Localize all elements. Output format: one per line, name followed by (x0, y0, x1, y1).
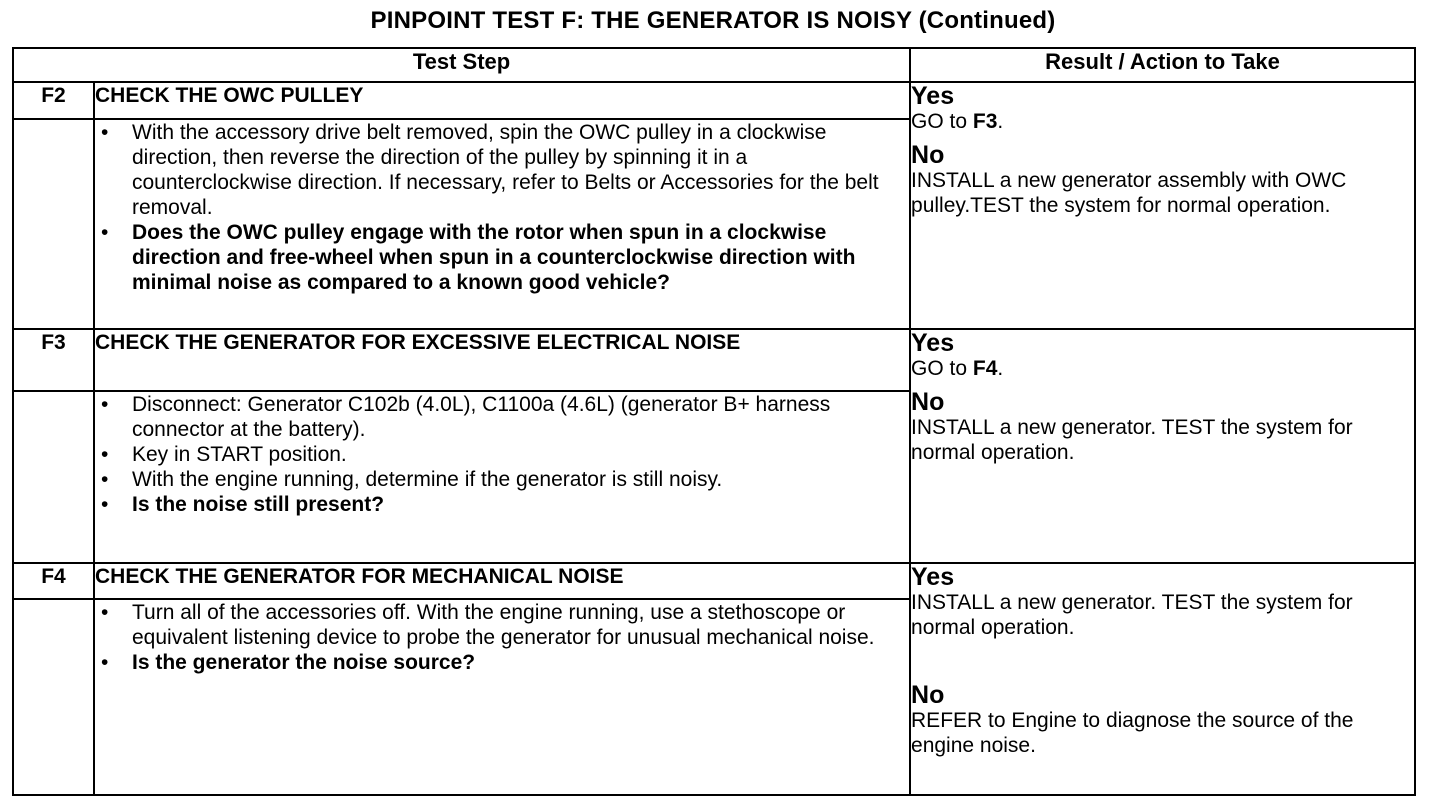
table-header-row (13, 48, 1415, 82)
step-question: • Does the OWC pulley engage with the rotor when spun in a clockwise direction and free-wheel when spun in a counterclockwise direction with minimal noise as compared to a known good vehicle? (95, 220, 909, 295)
step-id-spacer (13, 391, 94, 563)
yes-suffix: . (997, 357, 1004, 380)
yes-action (911, 109, 1414, 134)
no-action: INSTALL a new generator. TEST the system for normal operation. (911, 416, 1353, 464)
step-question: • Is the noise still present? (95, 492, 909, 517)
bullet-item: • Key in START position. (95, 442, 909, 467)
page-title: PINPOINT TEST F: THE GENERATOR IS NOISY (Continued) (370, 7, 1056, 34)
yes-label: Yes (911, 563, 955, 591)
no-label: No (911, 141, 945, 169)
pinpoint-test-table (12, 47, 1416, 796)
result-action-header: Result / Action to Take (910, 48, 1415, 82)
step-id: F3 (13, 329, 94, 391)
no-label: No (911, 681, 945, 709)
yes-step-ref: F4 (972, 357, 998, 380)
step-body (94, 119, 910, 329)
step-f3-result (910, 329, 1415, 563)
step-body (94, 391, 910, 563)
yes-action-text: GO to (911, 357, 973, 380)
bullet-item: • Disconnect: Generator C102b (4.0L), C1100a (4.6L) (generator B+ harness connector at the battery). (95, 392, 909, 442)
step-question: • Is the generator the noise source? (95, 650, 909, 675)
no-action: INSTALL a new generator assembly with OWC pulley.TEST the system for normal operation. (911, 169, 1347, 217)
step-id-spacer (13, 599, 94, 795)
step-f3-title-row (13, 329, 1415, 391)
yes-block (911, 330, 1414, 381)
step-f2-result (910, 82, 1415, 329)
no-block (911, 142, 1414, 218)
yes-action: INSTALL a new generator. TEST the system for normal operation. (911, 591, 1353, 639)
no-action: REFER to Engine to diagnose the source of the engine noise. (911, 709, 1354, 757)
yes-block (911, 564, 1414, 640)
step-id: F2 (13, 82, 94, 119)
step-title: CHECK THE GENERATOR FOR MECHANICAL NOISE (94, 563, 910, 599)
step-bullets (95, 392, 909, 517)
yes-suffix: . (997, 110, 1004, 133)
step-f4-result (910, 563, 1415, 795)
bullet-item: • With the engine running, determine if the generator is still noisy. (95, 467, 909, 492)
yes-label: Yes (911, 82, 955, 110)
yes-label: Yes (911, 329, 955, 357)
yes-action (911, 356, 1414, 381)
step-body (94, 599, 910, 795)
test-step-header: Test Step (13, 48, 910, 82)
step-title: CHECK THE OWC PULLEY (94, 82, 910, 119)
step-f4-title-row (13, 563, 1415, 599)
step-title: CHECK THE GENERATOR FOR EXCESSIVE ELECTRICAL NOISE (94, 329, 910, 391)
step-bullets (95, 120, 909, 295)
yes-step-ref: F3 (972, 110, 998, 133)
step-bullets (95, 600, 909, 675)
bullet-item: • Turn all of the accessories off. With the engine running, use a stethoscope or equivalent listening device to probe the generator for unusual mechanical noise. (95, 600, 909, 650)
step-f2-title-row (13, 82, 1415, 119)
step-id: F4 (13, 563, 94, 599)
bullet-item: • With the accessory drive belt removed, spin the OWC pulley in a clockwise direction, then reverse the direction of the pulley by spinning it in a counterclockwise direction. If necessary, refer to Belts or Accessories for the belt removal. (95, 120, 909, 220)
no-block (911, 682, 1414, 758)
no-block (911, 389, 1414, 465)
yes-action-text: GO to (911, 110, 973, 133)
step-id-spacer (13, 119, 94, 329)
yes-block (911, 83, 1414, 134)
no-label: No (911, 388, 945, 416)
